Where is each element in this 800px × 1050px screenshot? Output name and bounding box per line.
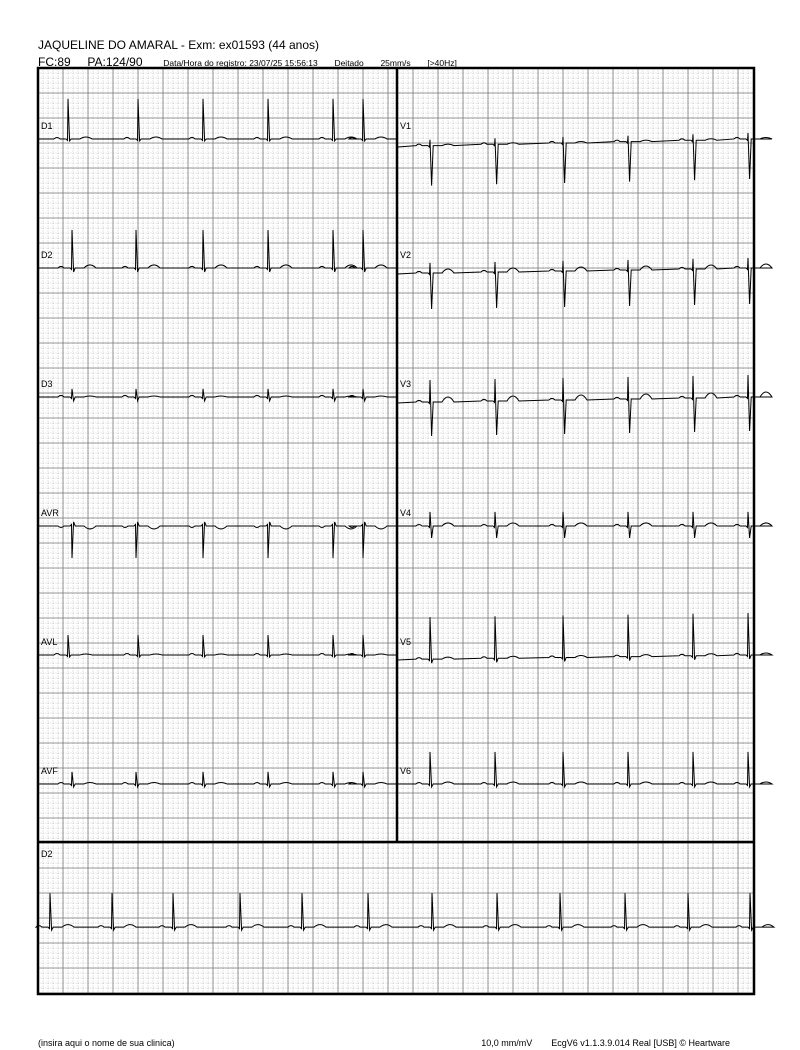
patient-info: JAQUELINE DO AMARAL - Exm: ex01593 (44 anos) xyxy=(38,38,319,52)
lead-trace-avl xyxy=(39,635,396,657)
lead-label-v5: V5 xyxy=(400,636,412,647)
gain-setting: 10,0 mm/mV xyxy=(481,1038,533,1048)
record-datetime: Data/Hora do registro: 23/07/25 15:56:13 xyxy=(163,58,318,68)
device-info xyxy=(481,1038,730,1048)
lead-trace-avr xyxy=(39,522,396,558)
lead-trace-d3 xyxy=(39,389,396,401)
lead-trace-v2 xyxy=(398,258,772,309)
lead-label-d3: D3 xyxy=(41,378,53,389)
lead-label-avf: AVF xyxy=(41,765,58,776)
lead-label-d1: D1 xyxy=(41,120,53,131)
lead-label-v6: V6 xyxy=(400,765,412,776)
blood-pressure: PA:124/90 xyxy=(87,55,143,69)
lead-label-avr: AVR xyxy=(41,507,59,518)
rhythm-strip-label: D2 xyxy=(41,849,53,859)
lead-label-v3: V3 xyxy=(400,378,412,389)
heart-rate: FC:89 xyxy=(38,55,71,69)
lead-trace-v4 xyxy=(398,512,772,538)
lead-label-d2: D2 xyxy=(41,249,53,260)
lead-trace-v6 xyxy=(398,752,772,787)
ecg-frame xyxy=(38,68,754,994)
lead-trace-d2 xyxy=(39,230,396,272)
lead-label-avl: AVL xyxy=(41,636,58,647)
lead-trace-d1 xyxy=(39,99,396,141)
software-version: EcgV6 v1.1.3.9.014 Real [USB] © Heartware xyxy=(551,1038,730,1048)
patient-position: Deitado xyxy=(334,58,364,68)
lead-label-v1: V1 xyxy=(400,120,412,131)
lead-trace-v3 xyxy=(398,375,772,436)
lead-trace-avf xyxy=(39,772,396,787)
lead-label-v4: V4 xyxy=(400,507,412,518)
lead-label-v2: V2 xyxy=(400,249,412,260)
paper-speed: 25mm/s xyxy=(380,58,411,68)
clinic-name: (insira aqui o nome de sua clinica) xyxy=(38,1038,175,1048)
filter-setting: [>40Hz] xyxy=(427,58,457,68)
